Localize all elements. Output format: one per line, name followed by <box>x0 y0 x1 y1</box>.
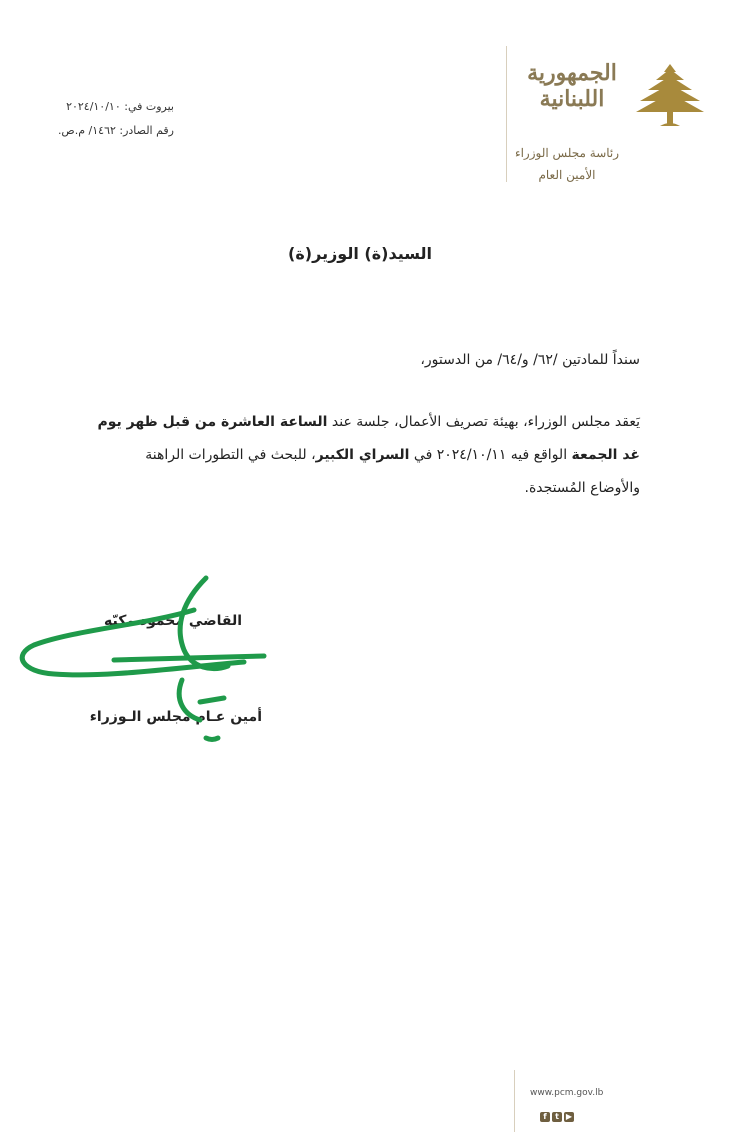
facebook-icon[interactable]: f <box>540 1112 550 1122</box>
twitter-icon[interactable]: t <box>552 1112 562 1122</box>
republic-line-2: اللبنانية <box>539 86 605 112</box>
body-bold-text: السراي الكبير <box>315 447 410 463</box>
body-paragraph <box>96 406 640 505</box>
body-bold-text: غد الجمعة <box>571 447 640 463</box>
footer-divider <box>514 1070 515 1132</box>
website-link[interactable]: www.pcm.gov.lb <box>530 1088 604 1098</box>
republic-line-1: الجمهورية <box>527 60 617 86</box>
body-text: يَعقد مجلس الوزراء، بهيئة تصريف الأعمال، جلسة عند <box>327 414 640 430</box>
handwritten-signature <box>14 570 274 755</box>
presidency-label: رئاسة مجلس الوزراء <box>514 146 620 160</box>
social-icons <box>540 1104 576 1123</box>
reference-number: رقم الصادر: ١٤٦٢/ م.ص. <box>57 124 174 137</box>
body-bold-text: الساعة العاشرة من قبل ظهر يوم <box>97 414 328 430</box>
date-line: بيروت في: ٢٠٢٤/١٠/١٠ <box>66 100 174 113</box>
addressee: السيد(ة) الوزير(ة) <box>288 244 432 263</box>
body-text: الواقع فيه ٢٠٢٤/١٠/١١ في <box>409 447 572 463</box>
header-divider <box>506 46 507 182</box>
body-line-2 <box>96 439 640 472</box>
body-text: ، للبحث في التطورات الراهنة <box>145 447 316 463</box>
body-line-1 <box>96 406 640 439</box>
body-line-3: والأوضاع المُستجدة. <box>524 480 640 496</box>
secretary-general-label: الأمين العام <box>538 168 596 182</box>
republic-title <box>516 60 628 112</box>
signer-name: القاضي محمود مكيّه <box>104 613 242 629</box>
constitutional-basis: سنداً للمادتين /٦٢/ و/٦٤/ من الدستور، <box>420 352 640 368</box>
youtube-icon[interactable]: ▶ <box>565 1112 573 1121</box>
signer-title: أمين عـام مجلس الـوزراء <box>89 709 262 725</box>
cedar-emblem-icon <box>634 60 706 130</box>
